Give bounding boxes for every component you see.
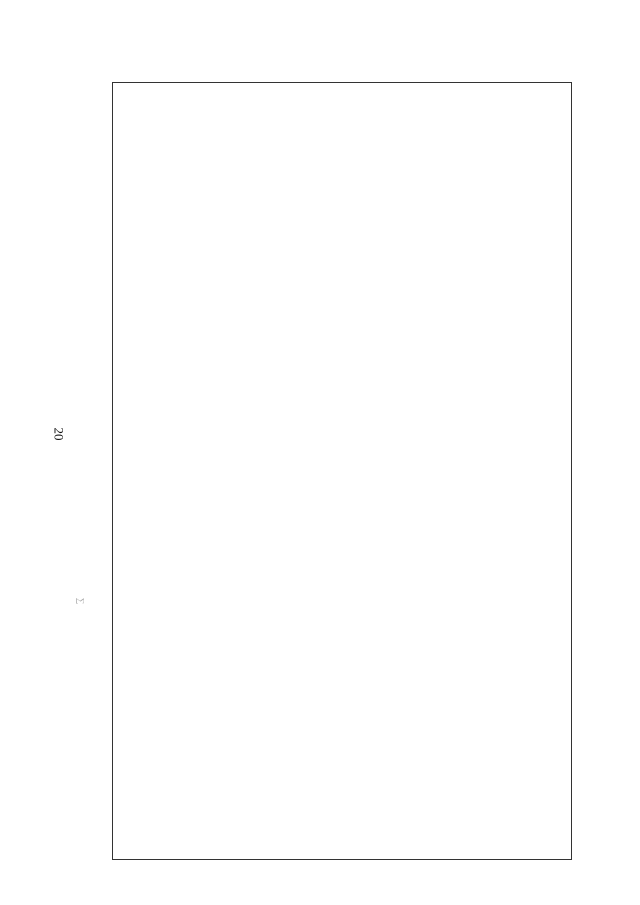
scan-mark: ∑ xyxy=(76,597,87,605)
page-number: 20 xyxy=(51,427,67,441)
table xyxy=(112,82,572,860)
